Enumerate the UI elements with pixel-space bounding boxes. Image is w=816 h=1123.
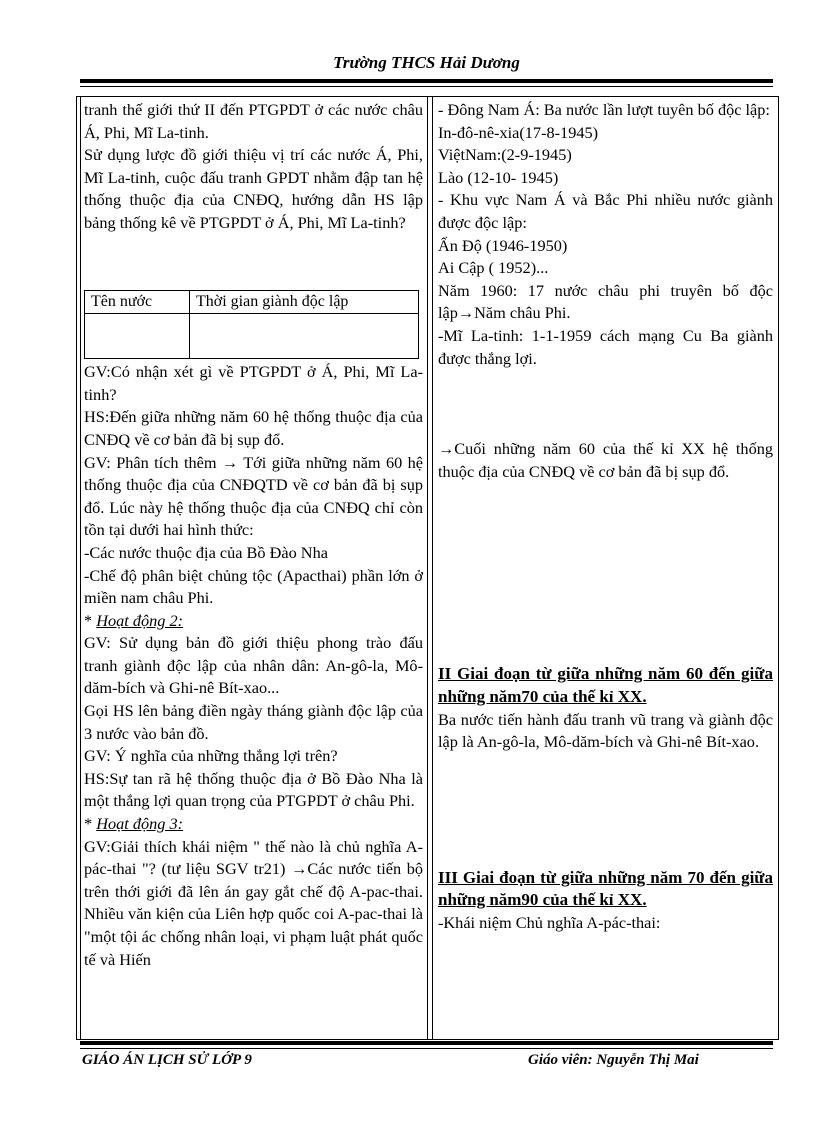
footer-rule-thin xyxy=(80,1048,773,1049)
right-block1-5: - Khu vực Nam Á và Bắc Phi nhiều nước giành được độc lập: xyxy=(438,190,773,232)
right-block1-3: ViệtNam:(2-9-1945) xyxy=(438,145,572,165)
activity-3-label: Hoạt động 3: xyxy=(96,814,184,834)
activity-2-heading xyxy=(84,610,423,633)
left-block2-4: HS:Sự tan rã hệ thống thuộc địa ở Bồ Đào Nha là một thắng lợi quan trọng của PTGPDT ở châu Phi. xyxy=(84,768,423,811)
right-block1-1: - Đông Nam Á: Ba nước lần lượt tuyên bố độc lập: xyxy=(438,100,770,119)
left-block2-1: GV: Sử dụng bản đồ giới thiệu phong trào đấu tranh giành độc lập của nhân dân: An-gô-la, Mô-dăm-bích và Ghi-nê Bít-xao... xyxy=(84,633,423,698)
table-empty-row xyxy=(85,314,419,359)
left-block3-1: GV:Giải thích khái niệm " thế nào là chủ nghĩa A-pác-thai "? (tư liệu SGV tr21) →Các nước tiến bộ trên thới giới đã lên án gay gắt chế độ A-pac-thai. Nhiều văn kiện của Liên hợp quốc coi A-pac-thai là "một tội ác chống nhân loại, vi phạm luật phát quốc tế và Hiến xyxy=(84,836,423,969)
table-cell-empty xyxy=(190,314,419,359)
statistics-table xyxy=(84,290,419,360)
table-header-country: Tên nước xyxy=(85,290,190,314)
school-header: Trường THCS Hải Dương xyxy=(333,53,520,72)
table-cell-empty xyxy=(85,314,190,359)
column-divider-second xyxy=(432,96,433,1040)
left-column xyxy=(84,99,423,971)
right-column xyxy=(438,99,773,934)
activity-3-prefix: * xyxy=(84,814,97,834)
footer-teacher: Giáo viên: Nguyễn Thị Mai xyxy=(528,1052,699,1068)
left-block1-5: -Chế độ phân biệt chủng tộc (Apacthai) phần lớn ở miền nam châu Phi. xyxy=(84,565,423,608)
left-block1-4: -Các nước thuộc địa của Bồ Đào Nha xyxy=(84,542,328,562)
left-block2-2: Gọi HS lên bảng điền ngày tháng giành độc lập của 3 nước vào bản đồ. xyxy=(84,701,423,743)
right-spacer-2 xyxy=(438,483,773,663)
section-2-title: II Giai đoạn từ giữa những năm 60 đến giữa những năm70 của thế kỉ XX. xyxy=(438,664,773,706)
footer-lesson-title: GIÁO ÁN LỊCH SỬ LỚP 9 xyxy=(82,1052,252,1068)
right-spacer-1 xyxy=(438,370,773,438)
right-block1-2: In-đô-nê-xia(17-8-1945) xyxy=(438,122,599,142)
right-block1-6: Ấn Độ (1946-1950) xyxy=(438,235,568,255)
left-block1-2: HS:Đến giữa những năm 60 hệ thống thuộc địa của CNĐQ về cơ bản đã bị sụp đổ. xyxy=(84,407,423,449)
right-block1-8: Năm 1960: 17 nước châu phi truyên bố độc lập→Năm châu Phi. xyxy=(438,280,773,323)
left-intro-2: Sử dụng lược đồ giới thiệu vị trí các nước Á, Phi, Mĩ La-tinh, cuộc đấu tranh GPDT nhằm đập tan hệ thống thuộc địa của CNĐQ, hướng dẫn HS lập bảng thống kê về PTGPDT ở Á, Phi, Mĩ La-tinh? xyxy=(84,145,423,232)
left-block1-1: GV:Có nhận xét gì về PTGPDT ở Á, Phi, Mĩ La-tinh? xyxy=(84,362,423,404)
activity-2-prefix: * xyxy=(84,610,97,630)
left-block2-3: GV: Ý nghĩa của những thắng lợi trên? xyxy=(84,746,338,766)
right-conclusion: →Cuối những năm 60 của thế kỉ XX hệ thống thuộc địa của CNĐQ về cơ bản đã bị sụp đổ. xyxy=(438,439,773,481)
table-header-row xyxy=(85,290,419,314)
section-2-body: Ba nước tiến hành đấu tranh vũ trang và giành độc lập là An-gô-la, Mô-dăm-bích và Ghi-nê Bít-xao. xyxy=(438,709,773,752)
header-rule-thin xyxy=(80,86,773,87)
frame-inner-left-line xyxy=(80,96,81,1040)
right-spacer-3 xyxy=(438,754,773,867)
activity-2-label: Hoạt động 2: xyxy=(96,610,184,630)
right-block1-7: Ai Cập ( 1952)... xyxy=(438,258,549,278)
table-header-independence-time: Thời gian giành độc lập xyxy=(190,290,419,314)
table-spacer xyxy=(84,235,423,290)
footer-rule-thick xyxy=(80,1041,773,1045)
section-3-body: -Khái niệm Chủ nghĩa A-pác-thai: xyxy=(438,912,661,932)
section-3-title: III Giai đoạn từ giữa những năm 70 đến giữa những năm90 của thế kỉ XX. xyxy=(438,867,773,910)
left-intro-1: tranh thế giới thứ II đến PTGPDT ở các nước châu Á, Phi, Mĩ La-tinh. xyxy=(84,100,423,142)
left-block1-3: GV: Phân tích thêm → Tới giữa những năm 60 hệ thống thuộc địa của CNĐQTD về cơ bản đã bị sụp đổ. Lúc này hệ thống thuộc địa của CNĐQ chỉ còn tồn tại dưới hai hình thức: xyxy=(84,452,423,540)
column-divider xyxy=(427,96,428,1040)
right-block1-9: -Mĩ La-tinh: 1-1-1959 cách mạng Cu Ba giành được thắng lợi. xyxy=(438,325,773,368)
right-block1-4: Lào (12-10- 1945) xyxy=(438,167,559,187)
activity-3-heading xyxy=(84,813,423,836)
header-rule-thick xyxy=(80,79,773,83)
